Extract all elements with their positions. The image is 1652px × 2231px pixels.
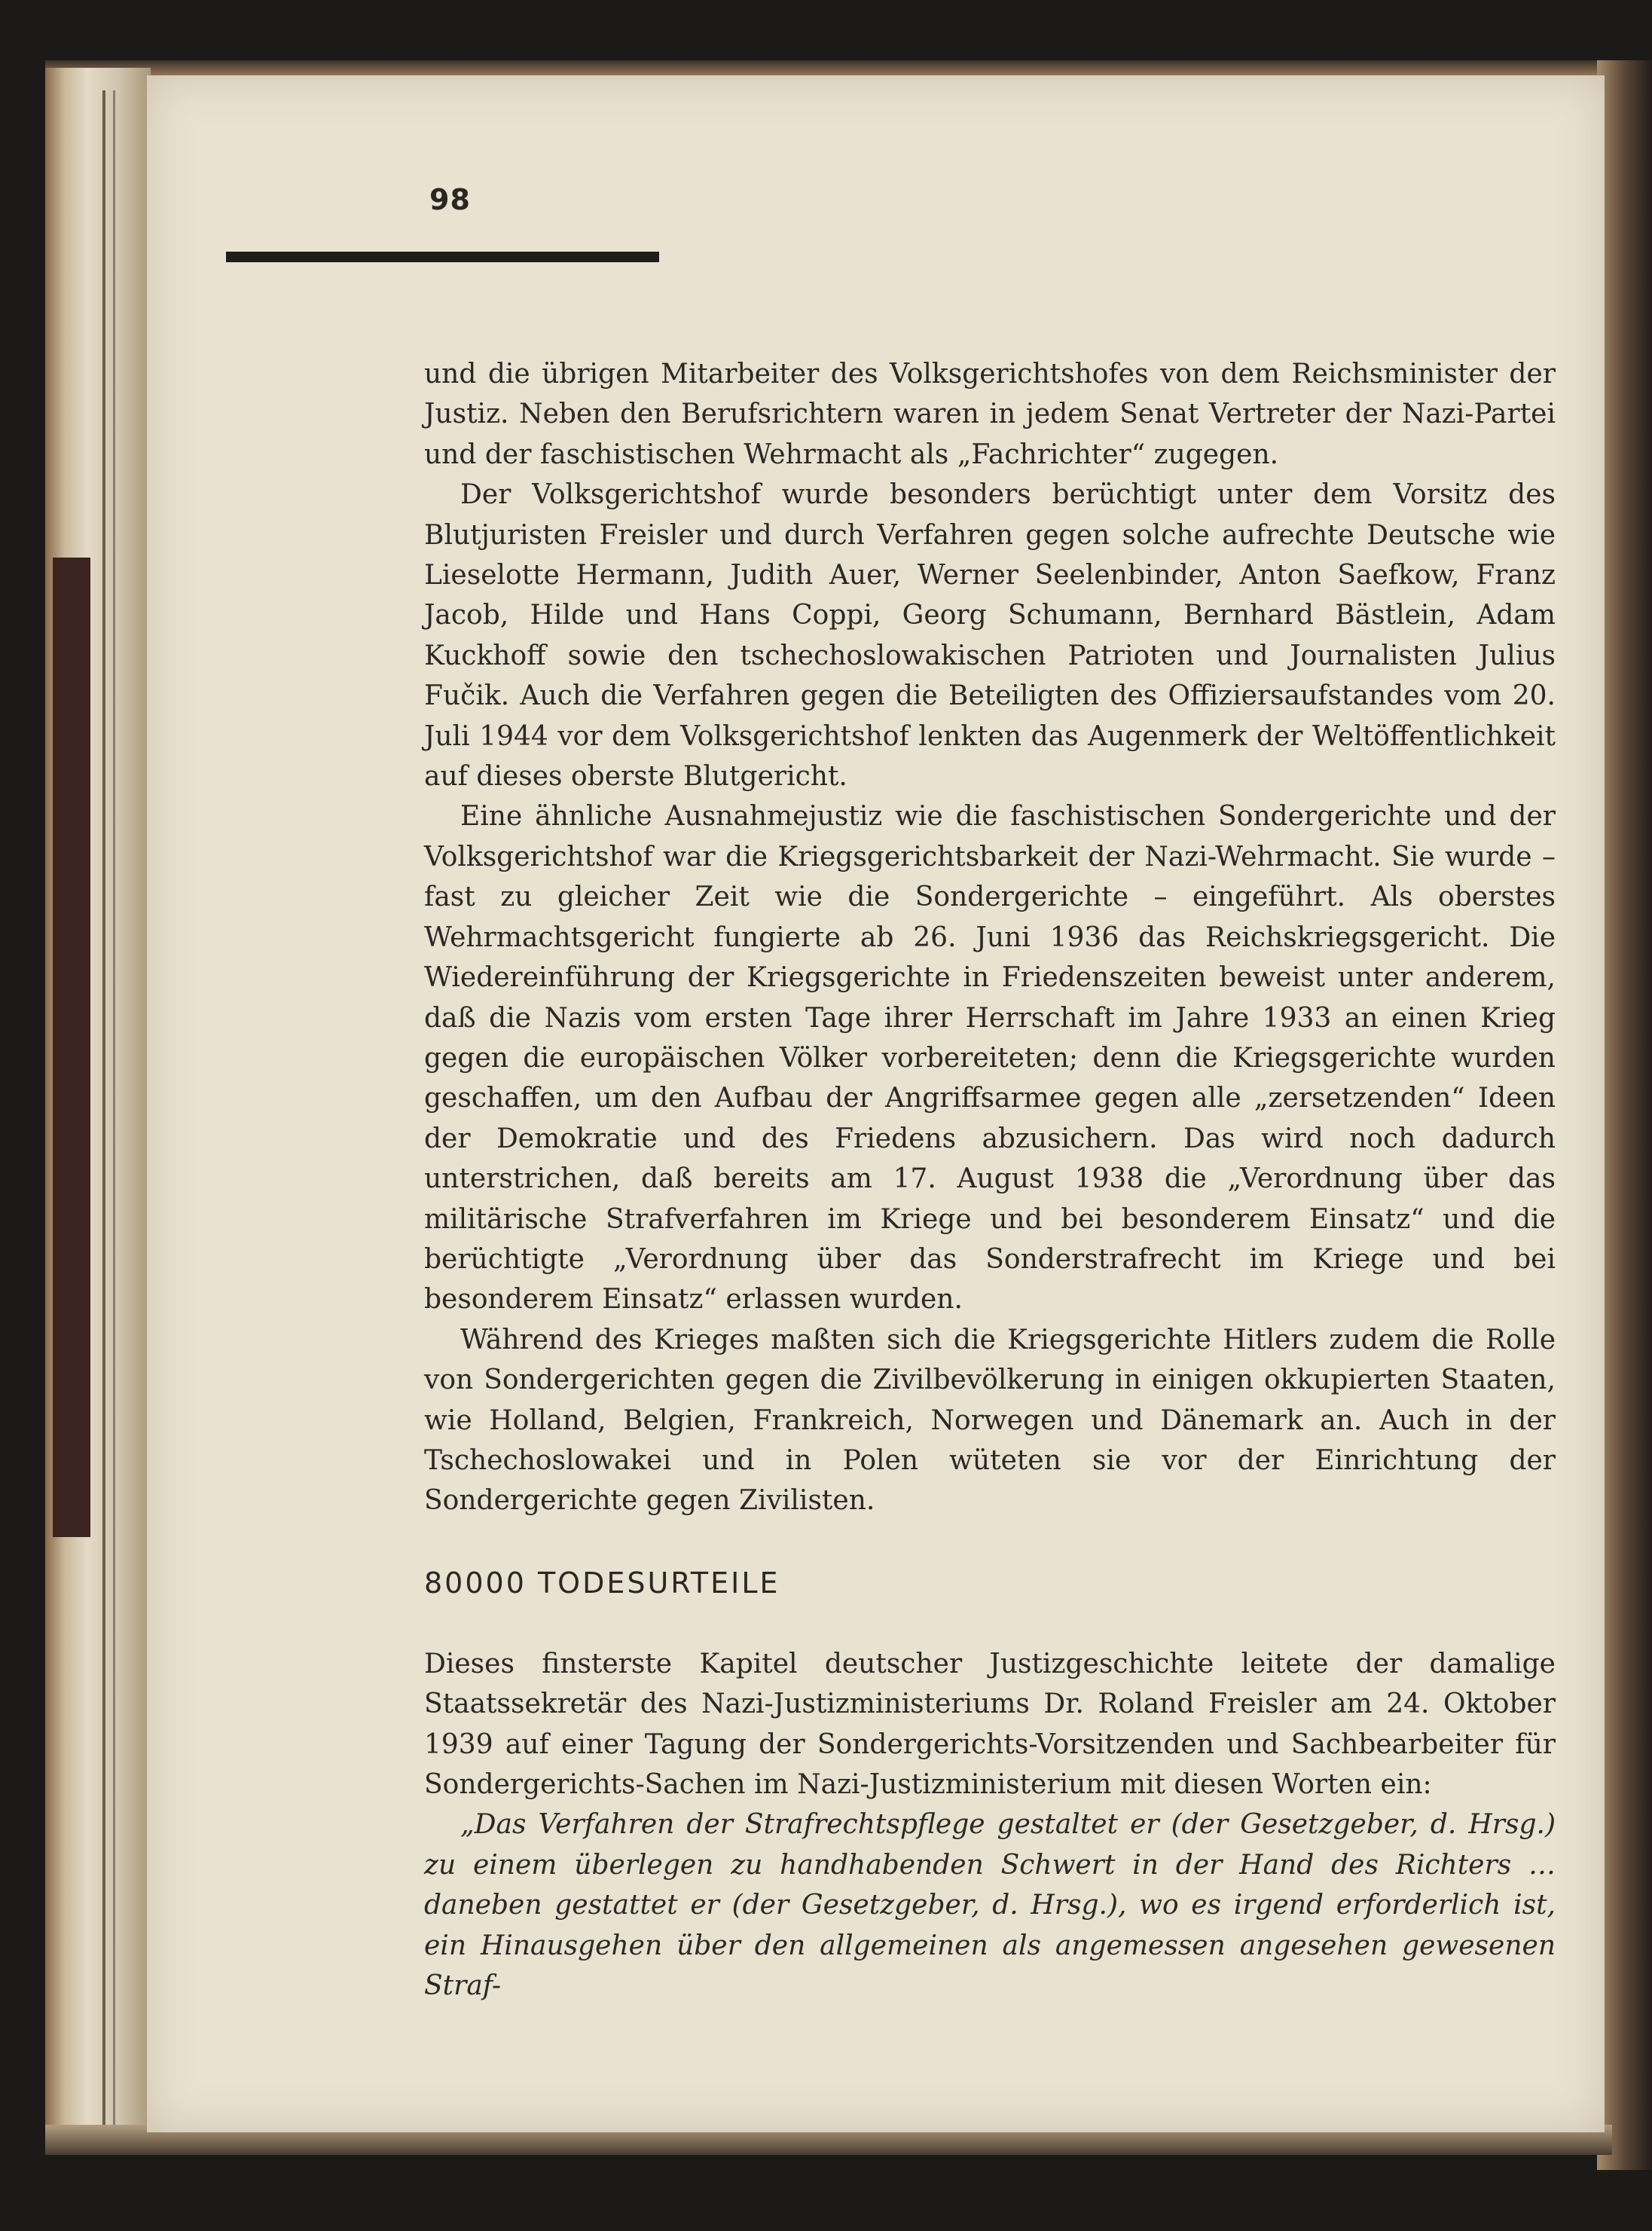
quotation: „Das Verfahren der Strafrechtspflege gestaltet er (der Gesetzgeber, d. Hrsg.) zu einem überlegen zu handhabenden Schwert in der Hand des Richters … daneben gestattet er (der Gesetzgeber, d. Hrsg.), wo es irgend erforderlich ist, ein Hinausgehen über den allgemeinen als angemessen angesehen gewesenen Straf- (424, 1809, 1556, 2002)
paragraph: Der Volksgerichtshof wurde besonders berüchtigt unter dem Vorsitz des Blutjuristen Freisler und durch Verfahren gegen solche aufrechte Deutsche wie Lieselotte Hermann, Judith Auer, Werner Seelenbinder, Anton Saefkow, Franz Jacob, Hilde und Hans Coppi, Georg Schumann, Bernhard Bästlein, Adam Kuckhoff sowie den tschechoslowakischen Patrioten und Journalisten Julius Fučik. Auch die Verfahren gegen die Beteiligten des Offiziersaufstandes vom 20. Juli 1944 vor dem Volksgerichtshof lenkten das Augenmerk der Weltöffentlichkeit auf dieses oberste Blutgericht. (424, 479, 1556, 793)
page-edge-line (102, 90, 105, 2125)
paragraph: Eine ähnliche Ausnahmejustiz wie die faschistischen Sondergerichte und der Volksgerichtshof war die Kriegsgerichtsbarkeit der Nazi-Wehrmacht. Sie wurde – fast zu gleicher Zeit wie die Sondergerichte – eingeführt. Als oberstes Wehrmachtsgericht fungierte ab 26. Juni 1936 das Reichskriegsgericht. Die Wiedereinführung der Kriegsgerichte in Friedenszeiten beweist unter anderem, daß die Nazis vom ersten Tage ihrer Herrschaft im Jahre 1933 an einen Krieg gegen die europäischen Völker vorbereiteten; denn die Kriegsgerichte wurden geschaffen, um den Aufbau der Angriffsarmee gegen alle „zersetzenden“ Ideen der Demokratie und des Friedens abzusichern. Das wird noch dadurch unterstrichen, daß bereits am 17. August 1938 die „Verordnung über das militärische Strafverfahren im Kriege und bei besonderem Einsatz“ und die berüchtigte „Verordnung über das Sonderstrafrecht im Kriege und bei besonderem Einsatz“ erlassen wurden. (424, 801, 1556, 1316)
paragraph: Während des Krieges maßten sich die Kriegsgerichte Hitlers zudem die Rolle von Sondergerichten gegen die Zivilbevölkerung in einigen okkupierten Staaten, wie Holland, Belgien, Frankreich, Norwegen und Dänemark an. Auch in der Tschechoslowakei und in Polen wüteten sie vor der Einrichtung der Sondergerichte gegen Zivilisten. (424, 1324, 1556, 1517)
body-text (424, 354, 1556, 2006)
page-number: 98 (429, 183, 471, 216)
section-heading: 80000 TODESURTEILE (424, 1566, 780, 1600)
paragraph: Dieses finsterste Kapitel deutscher Justizgeschichte leitete der damalige Staatssekretär des Nazi-Justizministeriums Dr. Roland Freisler am 24. Oktober 1939 auf einer Tagung der Sondergerichts-Vorsitzenden und Sachbearbeiter für Sondergerichts-Sachen im Nazi-Justizministerium mit diesen Worten ein: (424, 1648, 1556, 1800)
paragraph: und die übrigen Mitarbeiter des Volksgerichtshofes von dem Reichsminister der Justiz. Neben den Berufsrichtern waren in jedem Senat Vertreter der Nazi-Partei und der faschistischen Wehrmacht als „Fachrichter“ zugegen. (424, 359, 1556, 470)
page-edge-line (113, 90, 115, 2125)
book-binding-dark-strip (53, 558, 90, 1537)
header-rule (226, 252, 659, 262)
book-right-edge (1597, 60, 1652, 2170)
